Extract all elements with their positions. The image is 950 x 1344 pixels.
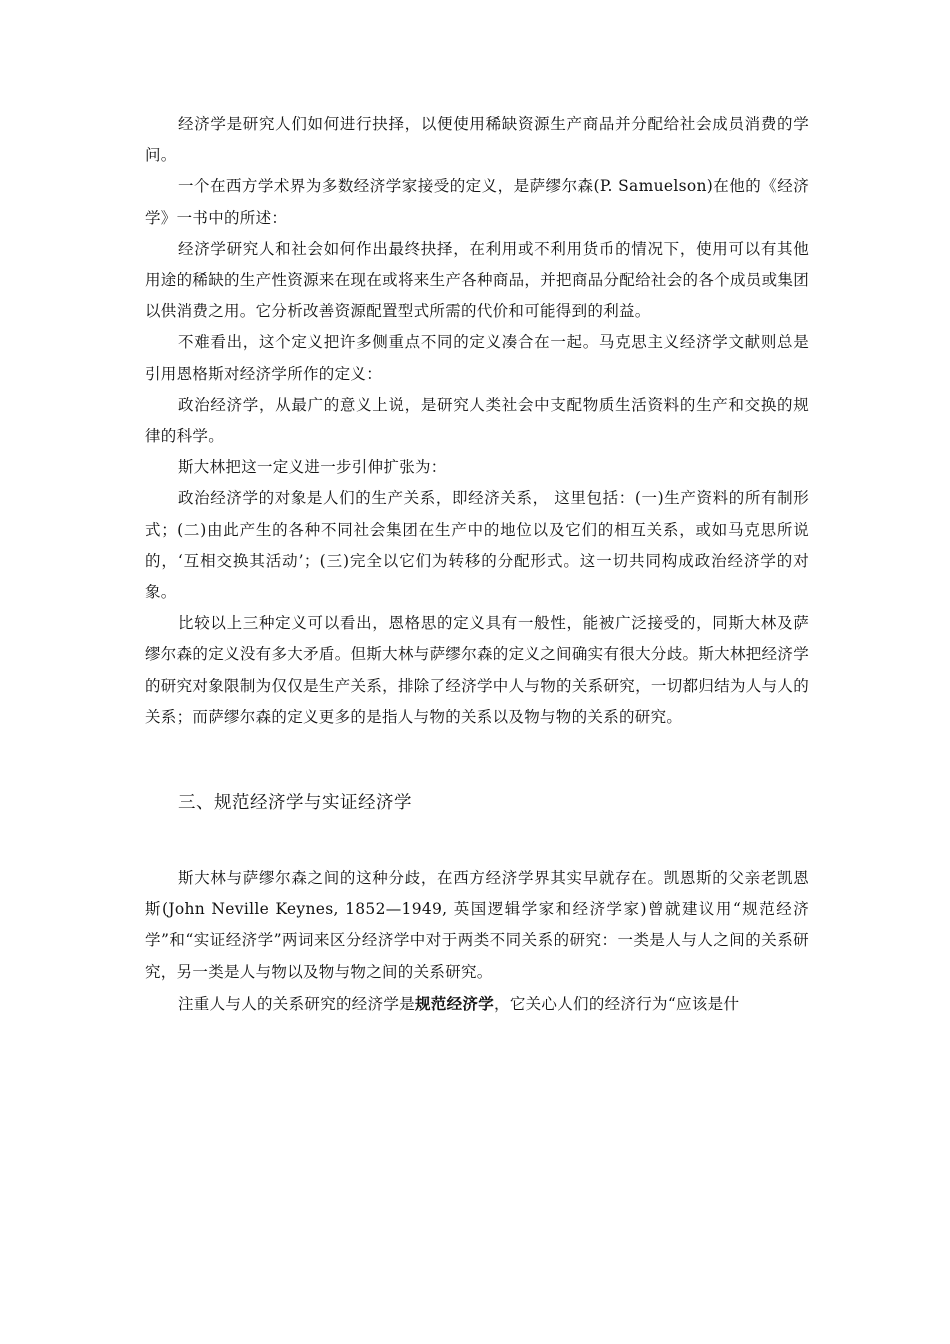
bold-term: 规范经济学 <box>415 993 495 1013</box>
document-page <box>145 109 809 1020</box>
paragraph: 一个在西方学术界为多数经济学家接受的定义，是萨缪尔森(P. Samuelson)在他的《经济学》一书中的所述： <box>145 177 809 227</box>
paragraph: 经济学是研究人们如何进行抉择，以便使用稀缺资源生产商品并分配给社会成员消费的学问。 <box>145 115 809 165</box>
paragraph: 斯大林与萨缪尔森之间的这种分歧，在西方经济学界其实早就存在。凯恩斯的父亲老凯恩斯(John Neville Keynes, 1852—1949, 英国逻辑学家和经济学家)曾就建议用“规范经济学”和“实证经济学”两词来区分经济学中对于两类不同关系的研究：一类是人与人之间的关系研究，另一类是人与物以及物与物之间的关系研究。 <box>145 869 809 981</box>
quote-paragraph: 经济学研究人和社会如何作出最终抉择，在利用或不利用货币的情况下，使用可以有其他用途的稀缺的生产性资源来在现在或将来生产各种商品，并把商品分配给社会的各个成员或集团以供消费之用。它分析改善资源配置型式所需的代价和可能得到的利益。 <box>145 239 809 321</box>
text-run: 注重人与人的关系研究的经济学是 <box>178 994 416 1013</box>
section-heading: 三、规范经济学与实证经济学 <box>178 793 412 814</box>
paragraph <box>145 988 809 1020</box>
paragraph: 斯大林把这一定义进一步引伸扩张为： <box>178 458 447 477</box>
quote-paragraph: 政治经济学，从最广的意义上说，是研究人类社会中支配物质生活资料的生产和交换的规律的科学。 <box>145 395 809 446</box>
quote-paragraph: 政治经济学的对象是人们的生产关系，即经济关系， 这里包括：(一)生产资料的所有制形式；(二)由此产生的各种不同社会集团在生产中的地位以及它们的相互关系，或如马克思所说的，‘互相交换其活动’；(三)完全以它们为转移的分配形式。这一切共同构成政治经济学的对象。 <box>145 489 809 602</box>
paragraph: 不难看出，这个定义把许多侧重点不同的定义凑合在一起。马克思主义经济学文献则总是引用恩格斯对经济学所作的定义： <box>145 333 809 383</box>
paragraph: 比较以上三种定义可以看出，恩格思的定义具有一般性，能被广泛接受的，同斯大林及萨缪尔森的定义没有多大矛盾。但斯大林与萨缪尔森的定义之间确实有很大分歧。斯大林把经济学的研究对象限制为仅仅是生产关系，排除了经济学中人与物的关系研究，一切都归结为人与人的关系；而萨缪尔森的定义更多的是指人与物的关系以及物与物的关系的研究。 <box>145 614 809 726</box>
text-run: ，它关心人们的经济行为“应该是什 <box>494 994 740 1013</box>
